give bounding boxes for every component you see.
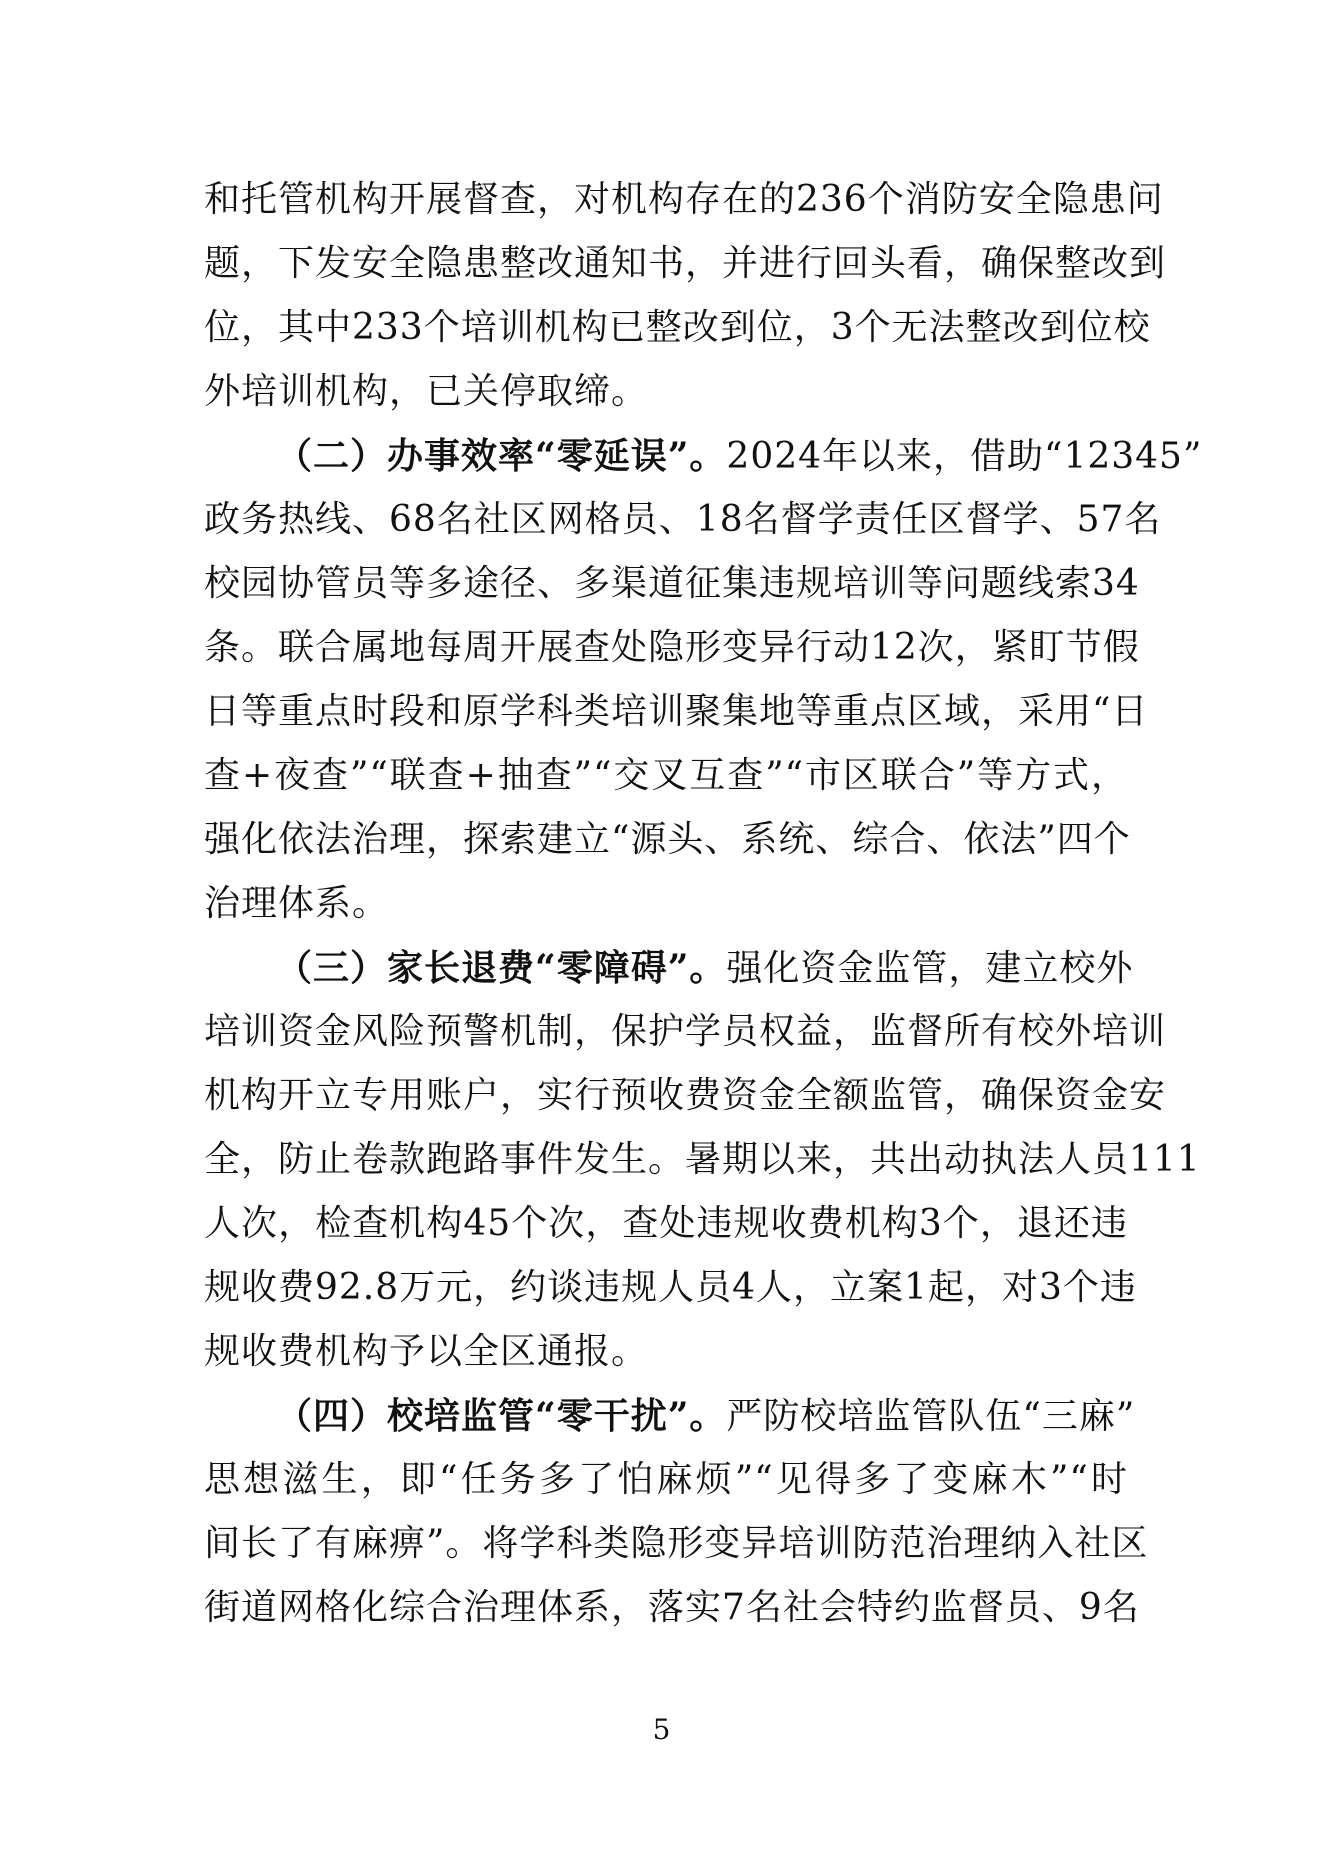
text-line: 位，其中233个培训机构已整改到位，3个无法整改到位校 bbox=[204, 307, 1151, 348]
text-line: 间长了有麻痹”。将学科类隐形变异培训防范治理纳入社区 bbox=[204, 1523, 1149, 1564]
section-heading: （三）家长退费“零障碍”。 bbox=[276, 947, 727, 989]
text-line: 和托管机构开展督查，对机构存在的236个消防安全隐患问 bbox=[204, 179, 1164, 220]
section-heading: （四）校培监管“零干扰”。 bbox=[276, 1395, 727, 1437]
text-line: 全，防止卷款跑路事件发生。暑期以来，共出动执法人员111 bbox=[204, 1139, 1201, 1180]
text-line: 政务热线、68名社区网格员、18名督学责任区督学、57名 bbox=[204, 499, 1162, 540]
text-line: 校园协管员等多途径、多渠道征集违规培训等问题线索34 bbox=[204, 563, 1140, 604]
text-span: 严防校培监管队伍“三麻” bbox=[726, 1396, 1136, 1437]
document-body bbox=[204, 168, 1203, 1640]
section-heading-line bbox=[204, 936, 1134, 1000]
section-heading: （二）办事效率“零延误”。 bbox=[276, 435, 727, 477]
text-line: 思想滋生，即“任务多了怕麻烦”“见得多了变麻木”“时 bbox=[204, 1459, 1128, 1500]
text-line: 培训资金风险预警机制，保护学员权益，监督所有校外培训 bbox=[204, 1011, 1167, 1052]
page-number: 5 bbox=[652, 1713, 671, 1746]
text-line: 日等重点时段和原学科类培训聚集地等重点区域，采用“日 bbox=[204, 691, 1149, 732]
text-line: 人次，检查机构45个次，查处违规收费机构3个，退还违 bbox=[204, 1203, 1128, 1244]
text-line: 强化依法治理，探索建立“源头、系统、综合、依法”四个 bbox=[204, 819, 1131, 860]
text-line: 机构开立专用账户，实行预收费资金全额监管，确保资金安 bbox=[204, 1075, 1167, 1116]
text-line: 规收费92.8万元，约谈违规人员4人，立案1起，对3个违 bbox=[204, 1267, 1137, 1308]
text-line: 查+夜查”“联查+抽查”“交叉互查”“市区联合”等方式， bbox=[204, 755, 1128, 796]
text-line: 题，下发安全隐患整改通知书，并进行回头看，确保整改到 bbox=[204, 243, 1167, 284]
text-span: 2024年以来，借助“12345” bbox=[726, 436, 1203, 477]
text-line: 治理体系。 bbox=[204, 883, 390, 924]
text-line: 外培训机构，已关停取缔。 bbox=[204, 371, 649, 412]
text-span: 强化资金监管，建立校外 bbox=[726, 948, 1134, 989]
text-line: 街道网格化综合治理体系，落实7名社会特约监督员、9名 bbox=[204, 1587, 1140, 1628]
section-heading-line bbox=[204, 424, 1203, 488]
text-line: 规收费机构予以全区通报。 bbox=[204, 1331, 649, 1372]
text-line: 条。联合属地每周开展查处隐形变异行动12次，紧盯节假 bbox=[204, 627, 1140, 668]
section-heading-line bbox=[204, 1384, 1136, 1448]
